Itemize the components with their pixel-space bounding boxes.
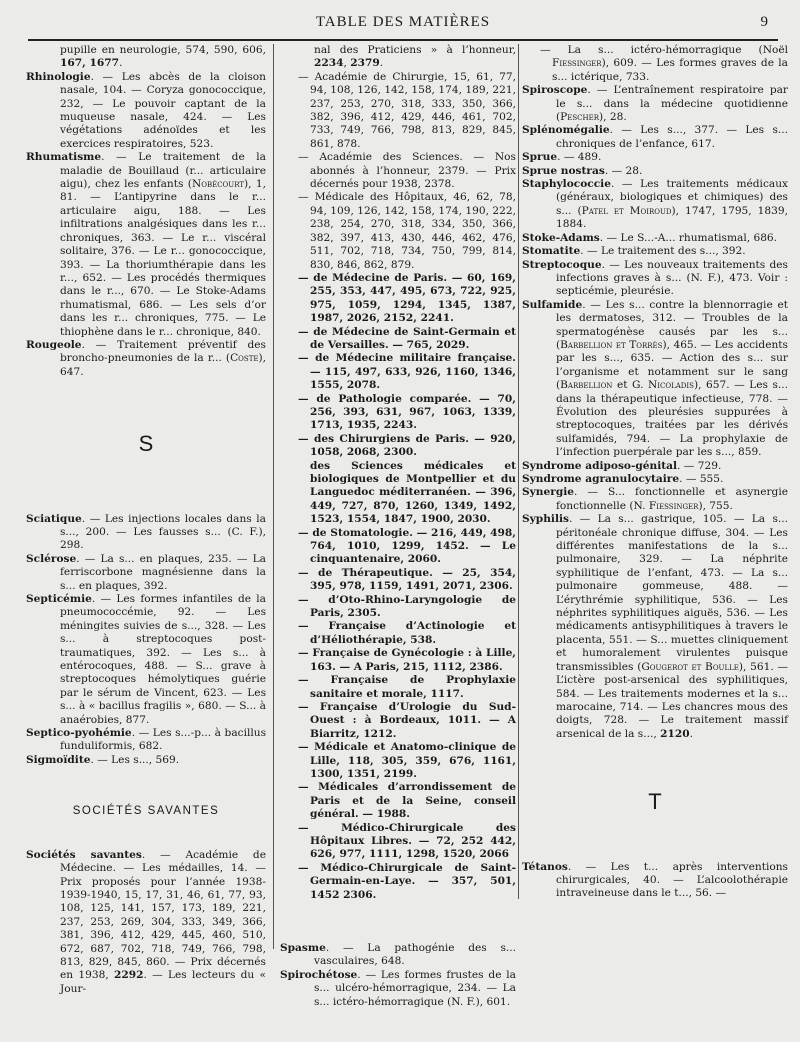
index-entry-synergie: Synergie. — S... fonctionnelle et asynergie fonctionnelle (N. Fiessinger), 755. [522,486,788,512]
index-entry-streptocoque: Streptocoque. — Les nouveaux traitements des infections graves à s... (N. F.), 473. Voir : septicémie, pleurésie. [522,258,788,298]
column-1 [26,44,266,996]
sub-entry: — des Chirurgiens de Paris. — 920, 1058, 2068, 2300. [298,432,516,459]
sub-entry: — de Médecine de Paris. — 60, 169, 255, 353, 447, 495, 673, 722, 925, 975, 1059, 1294, 1345, 1387, 1987, 2026, 2152, 2241. [298,271,516,325]
index-entry-septicemie: Septicémie. — Les formes infantiles de la pneumococcémie, 92. — Les méningites suivies de s..., 328. — Les s... à streptocoques post-traumatiques, 392. — Les s... à entérocoques, 488. — S... grave à streptocoques hémolytiques guérie par le sérum de Vincent, 623. — Les s... à « bacillus fragilis », 680. — S... à anaérobies, 877. [26,593,266,726]
index-entry-sclerose: Sclérose. — La s... en plaques, 235. — La ferriscorbone magnésienne dans la s... en plaques, 392. [26,552,266,592]
index-entry-syphilis: Syphilis. — La s... gastrique, 105. — La s... péritonéale chronique diffuse, 304. — Les différentes manifestations de la s... pulmonaire, 329. — La néphrite syphilitique de l’enfant, 473. — La s... pulmonaire gommeuse, 488. — L’érythrémie syphilitique, 536. — Les néphrites syphilitiques aiguës, 536. — Les médicaments antisyphilitiques à travers le placenta, 551. — S... muettes cliniquement et humoralement virulentes puisque transmissibles (Gougerot et Boulle), 561. — L’ictère post-arsenical des syphilitiques, 584. — Les traitements modernes et la s... marocaine, 714. — Les chancres mous des doigts, 728. — Le traitement massif arsenical de la s..., 2120. [522,513,789,740]
index-entry-spasme: Spasme. — La pathogénie des s... vasculaires, 648. [280,942,516,968]
column-divider-1 [273,44,274,949]
index-entry-rhinologie: Rhinologie. — Les abcès de la cloison nasale, 104. — Coryza gonococcique, 232, — Le pouvoir captant de la muqueuse nasale, 424. — Les végétations adénoïdes et les exercices respiratoires, 523. [26,70,266,150]
sub-entry: — de Médecine de Saint-Germain et de Versailles. — 765, 2029. [298,325,516,351]
sub-entry: — Française de Prophylaxie sanitaire et morale, 1117. [298,674,516,700]
sub-entry: — Médico-Chirurgicale des Hôpitaux Libres. — 72, 252 442, 626, 977, 1111, 1298, 1520, 2066 [298,821,516,861]
sub-entry: — de Médecine militaire française. — 115, 497, 633, 926, 1160, 1346, 1555, 2078. [298,352,516,392]
sub-entry: — Française d’Actinologie et d’Héliothérapie, 538. [298,620,516,646]
index-entry-sprue-nostras: Sprue nostras. — 28. [522,164,643,177]
index-entry-spiroscope: Spiroscope. — L’entraînement respiratoire par le s... dans la médecine quotidienne (Pescher), 28. [522,84,788,124]
index-entry-sulfamide: Sulfamide. — Les s... contre la blennorragie et les dermatoses, 312. — Troubles de la spermatogénèse causés par les s... (Barbellion et Torrès), 465. — Les accidents par les s..., 635. — Action des s... sur l’organisme et notamment sur le sang (Barbellion et G. Nicoladis), 657. — Les s... dans la thérapeutique infectieuse, 778. — Évolution des pleurésies suppurées à streptocoques, traitées par les dérivés sulfamidés, 794. — La prophylaxie de l’infection puerpérale par les s..., 859. [522,298,789,459]
index-entry-sigmoidite: Sigmoïdite. — Les s..., 569. [26,753,180,766]
sub-entry: — Académie des Sciences. — Nos abonnés à l’honneur, 2379. — Prix décernés pour 1938, 2378. [298,151,516,191]
sub-entry: des Sciences médicales et biologiques de Montpellier et du Languedoc méditerranéen. — 396, 449, 727, 870, 1260, 1349, 1492, 1523, 1554, 1847, 1900, 2030. [310,459,517,526]
sub-entry: — d’Oto-Rhino-Laryngologie de Paris, 2305. [298,593,516,620]
running-title: TABLE DES MATIÈRES [315,14,491,30]
section-letter-t: T [648,789,662,815]
index-entry-continued: nal des Praticiens » à l’honneur, 2234, 2379. [314,44,516,70]
sub-entry: — Médicale des Hôpitaux, 46, 62, 78, 94, 109, 126, 142, 158, 174, 190, 222, 238, 254, 270, 318, 334, 350, 366, 382, 397, 413, 430, 446, 462, 476, 511, 702, 718, 734, 750, 799, 814, 830, 846, 862, 879. [298,191,516,271]
index-entry-sprue: Sprue. — 489. [522,151,602,164]
index-entry-splenomegalie: Splénomégalie. — Les s..., 377. — Les s... chroniques de l’enfance, 617. [522,124,788,150]
index-entry-septico-pyohemie: Septico-pyohémie. — Les s...-p... à bacillus funduliformis, 682. [26,727,266,753]
page-number: 9 [760,14,768,30]
sub-entry: — de Pathologie comparée. — 70, 256, 393, 631, 967, 1063, 1339, 1713, 1935, 2243. [298,392,516,432]
index-entry-stomatite: Stomatite. — Le traitement des s..., 392. [522,245,746,258]
sub-entry: — de Stomatologie. — 216, 449, 498, 764, 1010, 1299, 1452. — Le cinquantenaire, 2060. [298,526,516,566]
index-entry-rhumatisme: Rhumatisme. — Le traitement de la maladie de Bouillaud (r... articulaire aigu), chez les enfants (Nobécourt), 1, 81. — L’antipyrine dans le r... articulaire aigu, 188. — Les infiltrations analgésiques dans les r... chroniques, 363. — Le r... viscéral solitaire, 376. — Le r... gonococcique, 393. — La thoriumthérapie dans les r..., 652. — Les procédés thermiques dans le r..., 670. — Le Stoke-Adams rhumatismal, 686. — Les sels d’or dans les r... chroniques, 775. — Le thiophène dans le r... chronique, 840. [26,151,266,338]
sub-entry: — de Thérapeutique. — 25, 354, 395, 978, 1159, 1491, 2071, 2306. [298,566,516,593]
index-entry-continued: pupille en neurologie, 574, 590, 606, 167, 1677. [60,44,266,70]
sub-entry: — Médicales d’arrondissement de Paris et de la Seine, conseil général. — 1988. [298,781,516,821]
column-3 [522,44,788,901]
index-entry-rougeole: Rougeole. — Traitement préventif des broncho-pneumonies de la r... (Coste), 647. [26,338,266,378]
sub-entry: — Académie de Chirurgie, 15, 61, 77, 94, 108, 126, 142, 158, 174, 189, 221, 237, 253, 270, 318, 333, 350, 366, 382, 396, 412, 429, 446, 461, 702, 733, 749, 766, 798, 813, 829, 845, 861, 878. [298,70,516,150]
page-header [28,14,778,36]
sub-entry: — Médico-Chirurgicale de Saint-Germain-en-Laye. — 357, 501, 1452 2306. [298,861,516,901]
sub-entry: — Médicale et Anatomo-clinique de Lille, 118, 305, 359, 676, 1161, 1300, 1351, 2199. [298,741,516,780]
index-entry-societes-savantes: Sociétés savantes. — Académie de Médecine. — Les médailles, 14. — Prix proposés pour l’année 1938-1939-1940, 15, 17, 31, 46, 61, 77, 93, 108, 125, 141, 157, 173, 189, 221, 237, 253, 269, 304, 333, 349, 366, 381, 396, 412, 429, 445, 460, 510, 672, 687, 702, 718, 749, 766, 798, 813, 829, 845, 860. — Prix décernés en 1938, 2292. — Les lecteurs du « Jour- [26,848,266,995]
section-letter-s: S [138,431,154,457]
index-entry-sciatique: Sciatique. — Les injections locales dans la s..., 200. — Les fausses s... (C. F.), 298. [26,512,266,552]
header-rule [28,39,778,41]
column-divider-2 [518,44,519,899]
index-entry-stoke-adams: Stoke-Adams. — Le S...-A... rhumatismal, 686. [522,231,778,244]
index-entry-syndrome-agranulocytaire: Syndrome agranulocytaire. — 555. [522,473,724,485]
sub-entry: — Française de Gynécologie : à Lille, 163. — A Paris, 215, 1112, 2386. [298,647,516,673]
index-entry-spirochetose: Spirochétose. — Les formes frustes de la s... ulcéro-hémorragique, 234. — La s... ictéro-hémorragique (N. F.), 601. [280,968,516,1008]
index-entry-syndrome-adiposo-genital: Syndrome adiposo-génital. — 729. [522,459,722,472]
section-title-societes: SOCIÉTÉS SAVANTES [72,805,220,818]
sub-entry: — La s... ictéro-hémorragique (Noël Fiessinger), 609. — Les formes graves de la s... ictérique, 733. [540,44,788,83]
index-entry-staphylococcie: Staphylococcie. — Les traitements médicaux (généraux, biologiques et chimiques) des s... (Patel et Moiroud), 1747, 1795, 1839, 1884. [522,178,788,231]
column-2 [280,44,516,1009]
sub-entry: — Française d’Urologie du Sud-Ouest : à Bordeaux, 1011. — A Biarritz, 1212. [298,700,516,740]
index-entry-tetanos: Tétanos. — Les t... après interventions chirurgicales, 40. — L’alcoolothérapie intraveineuse dans le t..., 56. — [522,860,788,900]
